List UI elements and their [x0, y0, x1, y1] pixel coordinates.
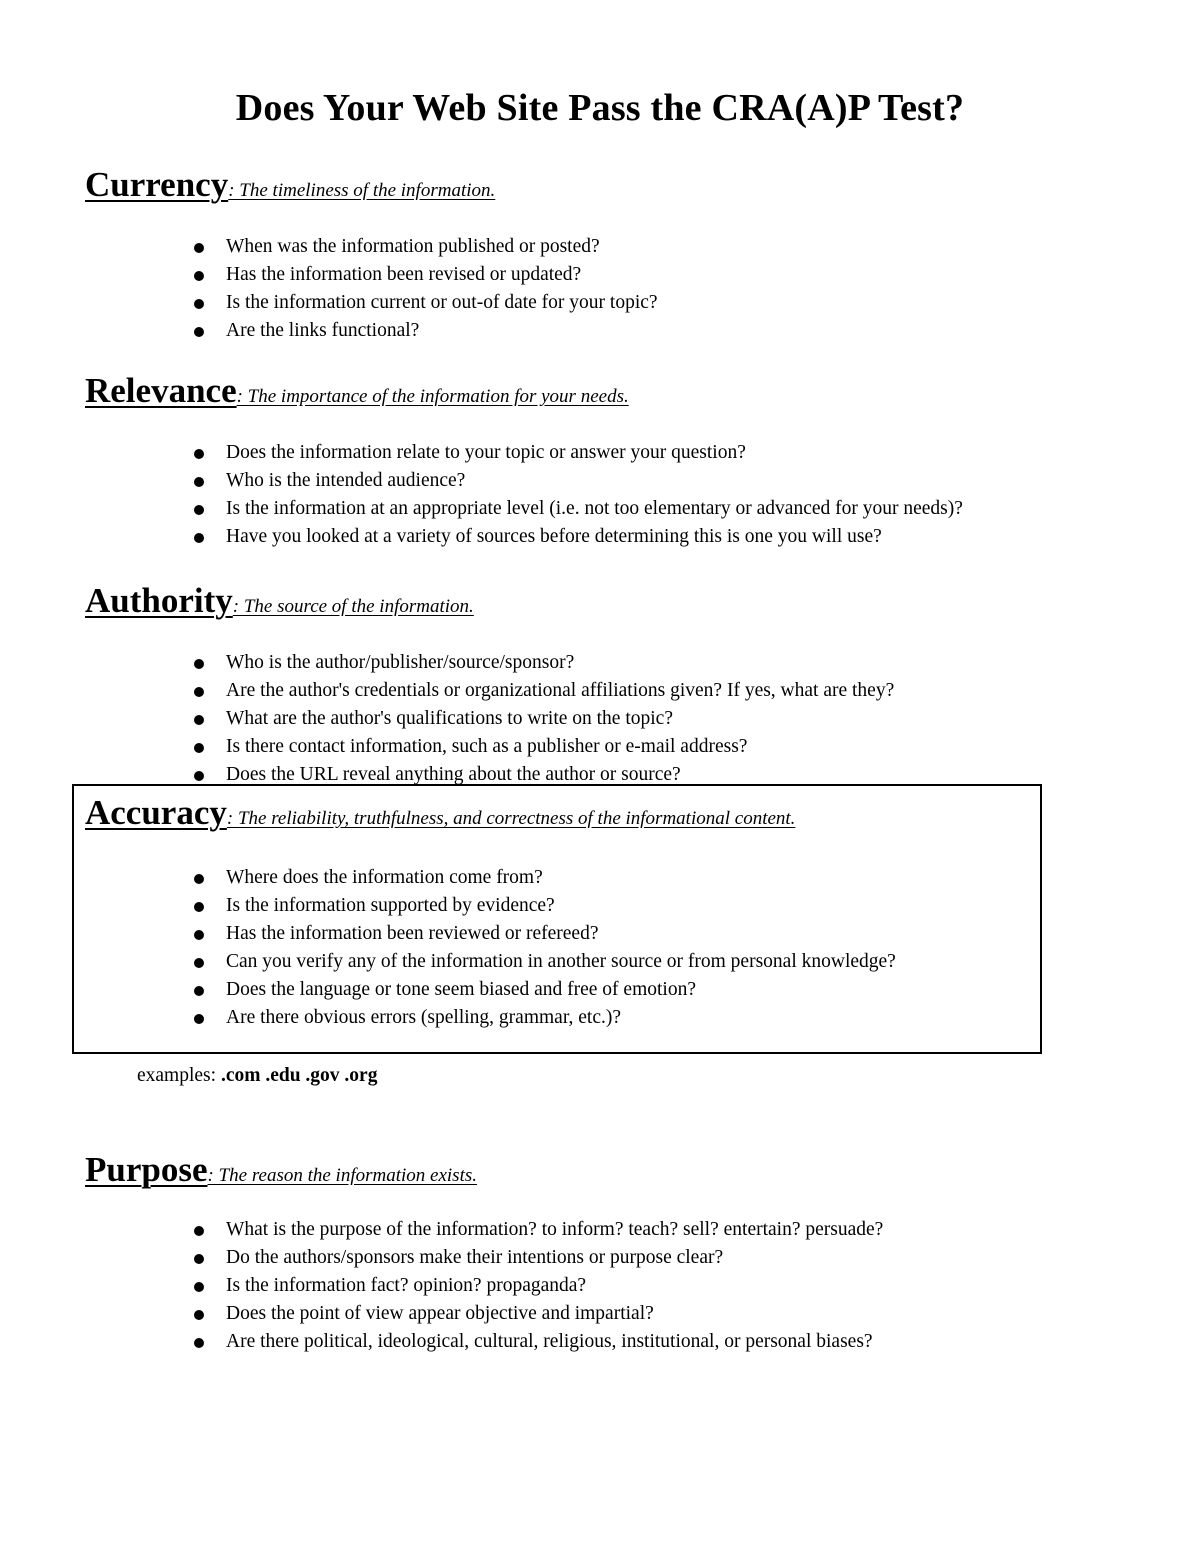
list-item: Are there political, ideological, cultural, religious, institutional, or personal biases? — [226, 1331, 873, 1352]
list-item: Is the information at an appropriate level (i.e. not too elementary or advanced for your needs)? — [226, 498, 963, 519]
examples-label: examples: — [137, 1065, 221, 1086]
heading-description: : The source of the information. — [232, 596, 474, 617]
list-item: Are the links functional? — [226, 320, 420, 341]
list-item: Can you verify any of the information in another source or from personal knowledge? — [226, 951, 896, 972]
list-item: Who is the intended audience? — [226, 470, 466, 491]
section-heading — [85, 165, 495, 205]
section-heading — [85, 793, 795, 833]
section-heading — [85, 581, 474, 621]
list-item: Is the information current or out-of date for your topic? — [226, 292, 658, 313]
list-item: Has the information been revised or updated? — [226, 264, 582, 285]
list-item: Does the point of view appear objective and impartial? — [226, 1303, 654, 1324]
heading-title: Currency — [85, 165, 229, 204]
page-title: Does Your Web Site Pass the CRA(A)P Test? — [235, 87, 965, 129]
list-item: What is the purpose of the information? to inform? teach? sell? entertain? persuade? — [226, 1219, 884, 1240]
heading-description: : The timeliness of the information. — [228, 180, 496, 201]
list-item: Do the authors/sponsors make their intentions or purpose clear? — [226, 1247, 724, 1268]
list-item: What are the author's qualifications to write on the topic? — [226, 708, 673, 729]
list-item: Is there contact information, such as a publisher or e-mail address? — [226, 736, 748, 757]
list-item: Have you looked at a variety of sources before determining this is one you will use? — [226, 526, 882, 547]
list-item: Are there obvious errors (spelling, grammar, etc.)? — [226, 1007, 622, 1028]
heading-description: : The reason the information exists. — [207, 1165, 477, 1186]
list-item: Is the information supported by evidence? — [226, 895, 555, 916]
list-item: Does the language or tone seem biased and free of emotion? — [226, 979, 696, 1000]
heading-description: : The importance of the information for your needs. — [236, 386, 629, 407]
list-item: When was the information published or posted? — [226, 236, 600, 257]
heading-title: Purpose — [85, 1150, 208, 1189]
heading-description: : The reliability, truthfulness, and correctness of the informational content. — [226, 808, 796, 829]
examples-domains: .com .edu .gov .org — [220, 1065, 378, 1086]
heading-title: Accuracy — [85, 793, 227, 832]
examples-line — [137, 1065, 377, 1087]
list-item: Does the URL reveal anything about the author or source? — [226, 764, 681, 785]
list-item: Who is the author/publisher/source/sponsor? — [226, 652, 575, 673]
list-item: Where does the information come from? — [226, 867, 543, 888]
heading-title: Relevance — [85, 371, 237, 410]
section-heading — [85, 1150, 477, 1190]
list-item: Does the information relate to your topic or answer your question? — [226, 442, 746, 463]
list-item: Has the information been reviewed or refereed? — [226, 923, 599, 944]
section-heading — [85, 371, 629, 411]
heading-title: Authority — [85, 581, 233, 620]
list-item: Is the information fact? opinion? propaganda? — [226, 1275, 587, 1296]
list-item: Are the author's credentials or organizational affiliations given? If yes, what are they? — [226, 680, 895, 701]
